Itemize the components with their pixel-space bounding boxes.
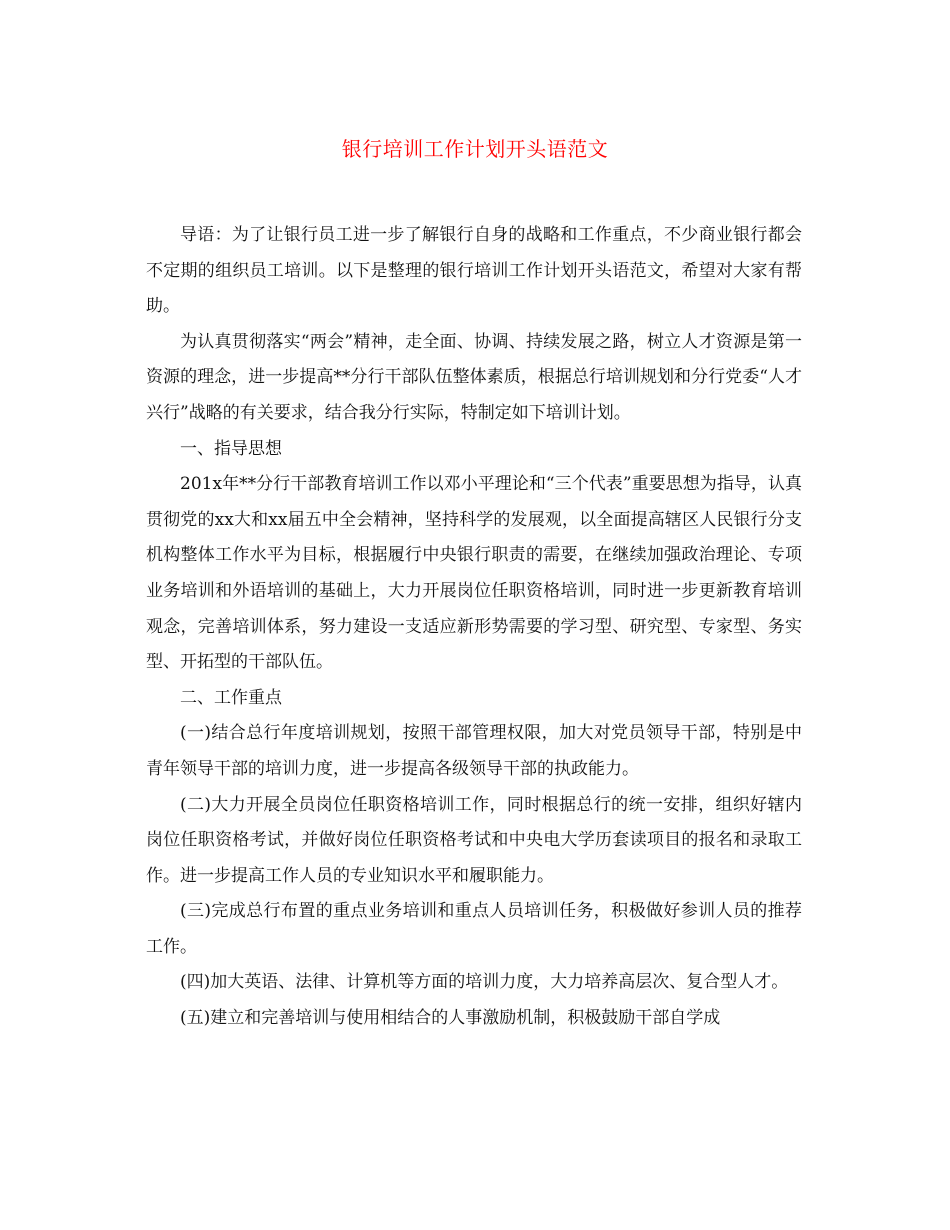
paragraph-guiding-thought: 201x年**分行干部教育培训工作以邓小平理论和“三个代表”重要思想为指导，认真贯彻党的xx大和xx届五中全会精神，坚持科学的发展观，以全面提高辖区人民银行分支机构整体工作水平为目标，根据履行中央银行职责的需要，在继续加强政治理论、专项业务培训和外语培训的基础上，大力开展岗位任职资格培训，同时进一步更新教育培训观念，完善培训体系，努力建设一支适应新形势需要的学习型、研究型、专家型、务实型、开拓型的干部队伍。 [146,474,802,673]
paragraph-focus-3: (三)完成总行布置的重点业务培训和重点人员培训任务，积极做好参训人员的推荐工作。 [146,901,802,957]
paragraph-focus-1: (一)结合总行年度培训规划，按照干部管理权限，加大对党员领导干部，特别是中青年领导干部的培训力度，进一步提高各级领导干部的执政能力。 [146,723,802,779]
section-heading-guiding-thought: 一、指导思想 [180,438,282,459]
paragraph-purpose: 为认真贯彻落实“两会”精神，走全面、协调、持续发展之路，树立人才资源是第一资源的理念，进一步提高**分行干部队伍整体素质，根据总行培训规划和分行党委“人才兴行”战略的有关要求，结合我分行实际，特制定如下培训计划。 [146,331,802,423]
section-heading-work-focus: 二、工作重点 [180,687,282,708]
paragraph-intro: 导语：为了让银行员工进一步了解银行自身的战略和工作重点，不少商业银行都会不定期的组织员工培训。以下是整理的银行培训工作计划开头语范文，希望对大家有帮助。 [146,225,802,317]
document-body [146,218,802,1037]
paragraph-focus-4: (四)加大英语、法律、计算机等方面的培训力度，大力培养高层次、复合型人才。 [180,972,789,993]
paragraph-focus-5: (五)建立和完善培训与使用相结合的人事激励机制，积极鼓励干部自学成 [180,1008,721,1029]
document-title: 银行培训工作计划开头语范文 [341,137,609,161]
paragraph-focus-2: (二)大力开展全员岗位任职资格培训工作，同时根据总行的统一安排，组织好辖内岗位任职资格考试，并做好岗位任职资格考试和中央电大学历套读项目的报名和录取工作。进一步提高工作人员的专业知识水平和履职能力。 [146,794,802,886]
